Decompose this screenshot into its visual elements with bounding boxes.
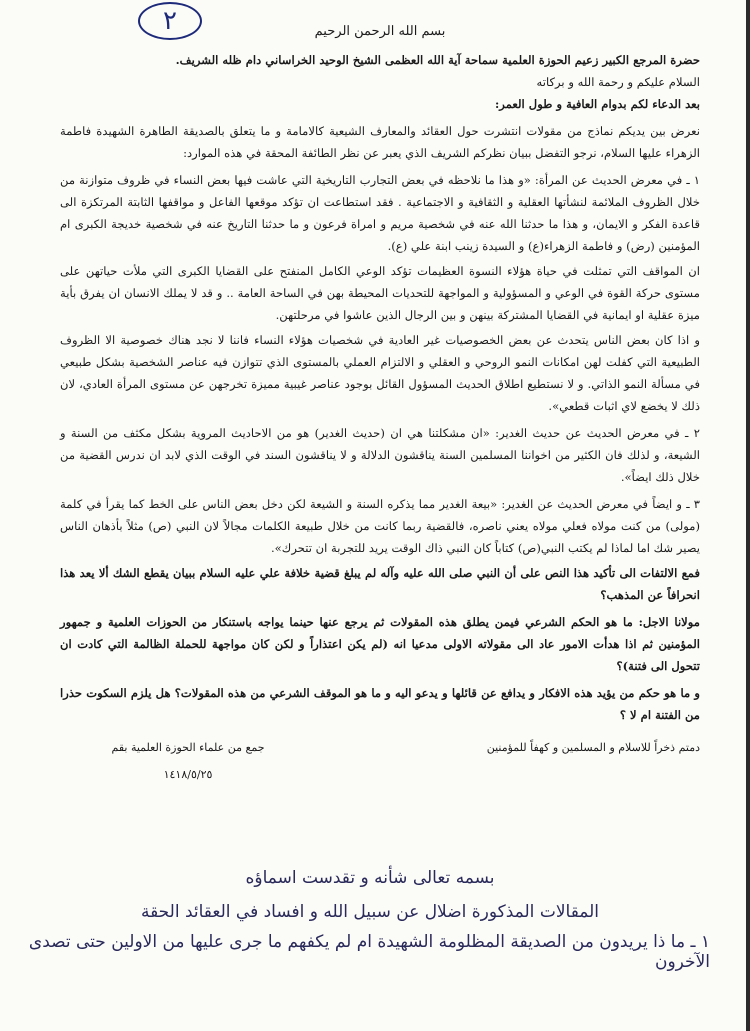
handwritten-line-1: المقالات المذكورة اضلال عن سبيل الله و افساد في العقائد الحقة	[140, 902, 600, 922]
paragraph-3: و اذا كان بعض الناس يتحدث عن بعض الخصوصيات غير العادية في شخصيات هؤلاء النساء فاننا لا نجد هناك خصوصية الا الظروف الطبيعية التي كفلت لهن امكانات النمو الروحي و العقلي و الالتزام العملي بالمستوى الذي تتوازن فيه عناصر الشخصية بشكل طبيعي في مسألة النمو الذاتي. و لا نستطيع اطلاق الحديث المسؤول القائل بوجود عناصر غيبية مميزة تخرجهن عن مستوى المرأة العادي، لان ذلك لا يخضع لاي اثبات قطعي».	[60, 332, 700, 413]
paragraph-6: فمع الالتفات الى تأكيد هذا النص على أن النبي صلى الله عليه وآله لم يبلغ قضية خلافة علي عليه السلام ببيان يقطع الشك ألا يعد هذا انحرافاً عن المذهب؟	[60, 566, 700, 603]
closing-text: دمتم ذخراً للاسلام و المسلمين و كهفاً للمؤمنين	[486, 741, 700, 755]
greeting-line: السلام عليكم و رحمة الله و بركاته	[536, 74, 700, 89]
letter-body	[60, 20, 700, 786]
basmala: بسم الله الرحمن الرحيم	[314, 24, 446, 39]
paragraph-2: ان المواقف التي تمثلت في حياة هؤلاء النسوة العظيمات تؤكد الوعي الكامل المنفتح على القضايا الكبرى التي ملأت حياتهن على مستوى حركة القوة في الوعي و المسؤولية و المواجهة للتحديات المحيطة بهن في الساحة العامة .. و قد لا يملك الانسان ان يفرق بأية ميزة عقلية او ايمانية في القضايا المشتركة بينهن و بين الرجال الذين عاشوا في مرحلتهن.	[60, 263, 700, 322]
signatory-text: جمع من علماء الحوزة العلمية بقم	[111, 741, 265, 755]
signature-block	[60, 738, 700, 786]
signatory-block	[60, 738, 316, 786]
prayer-line: بعد الدعاء لكم بدوام العافية و طول العمر:	[495, 96, 700, 111]
page-number-circle: ٢	[138, 2, 202, 40]
paragraph-7: مولانا الاجل: ما هو الحكم الشرعي فيمن يطلق هذه المقولات ثم يرجع عنها حينما يواجه باستنكار من الحوزات العلمية و جمهور المؤمنين ثم اذا هدأت الامور عاد الى مقولاته الاولى مدعيا انه (لم يكن اعتذاراً و لكن كان مواجهة للحملة الظالمة التي كادت ان تتحول الى فتنة)؟	[60, 615, 700, 674]
paragraph-1: ١ ـ في معرض الحديث عن المرأة: «و هذا ما نلاحظه في بعض التجارب التاريخية التي عاشت فيها بعض النساء في ظروف متوازنة من خلال الظروف الملائمة لنشأتها العقلية و الثقافية و الاجتماعية . فقد استطاعت ان تؤكد موقعها الفاعل و مواقفها الثابتة المرتكزة الى قاعدة الفكر و الايمان، و هذا ما حدثنا الله عنه في شخصية مريم و امراة فرعون و ما حدثنا التاريخ عنه في شخصية خديجة الكبرى ام المؤمنين (رض) و فاطمة الزهراء(ع) و السيدة زينب ابنة علي (ع).	[60, 172, 700, 253]
intro-paragraph: نعرض بين يديكم نماذج من مقولات انتشرت حول العقائد والمعارف الشيعية كالامامة و ما يتعلق بالصديقة الطاهرة الشهيدة فاطمة الزهراء عليها السلام، نرجو التفضل ببيان نظركم الشريف الذي يعبر عن نظر الطائفة المحقة في هذه الموارد:	[60, 123, 700, 160]
paragraph-8: و ما هو حكم من يؤيد هذه الافكار و يدافع عن قائلها و يدعو اليه و ما هو الموقف الشرعي من هذه المقولات؟ هل يلزم السكوت حذرا من الفتنة ام لا ؟	[60, 686, 700, 723]
date-text: ١٤١٨/٥/٢٥	[163, 768, 213, 782]
paragraph-5: ٣ ـ و ايضاً في معرض الحديث عن الغدير: «بيعة الغدير مما يذكره السنة و الشيعة لكن دخل بعض الناس على الخط كما يقرأ في كلمة (مولى) من كنت مولاه فعلي مولاه يعني ناصره، فالقضية ربما كانت من خلال طبيعة الكلمات مجالاً لان النبي (ص) مثلاً بأذهان الناس يصير شك اما لماذا لم يكتب النبي(ص) كتاباً كان النبي ذاك الوقت يريد للتجربة ان تتحرك».	[60, 496, 700, 556]
handwritten-line-2: ١ ـ ما ذا يريدون من الصديقة المظلومة الشهيدة ام لم يكفهم ما جرى عليها من الاولين حتى تصدى الآخرون	[28, 932, 710, 972]
handwritten-basmala: بسمه تعالى شأنه و تقدست اسماؤه	[245, 868, 495, 888]
address-line: حضرة المرجع الكبير زعيم الحوزة العلمية سماحة آية الله العظمى الشيخ الوحيد الخراساني دام ظله الشريف.	[175, 52, 700, 67]
paragraph-4: ٢ ـ في معرض الحديث عن حديث الغدير: «ان مشكلتنا هي ان (حديث الغدير) هو من الاحاديث المروية بشكل مكثف من السنة و الشيعة، و لذلك فان الكثير من اخواننا المسلمين السنة يناقشون الدلالة و لا يناقشون السند في الوقت الذي لابد ان ندرس القضية من خلال ذلك ايضاً».	[60, 425, 700, 484]
